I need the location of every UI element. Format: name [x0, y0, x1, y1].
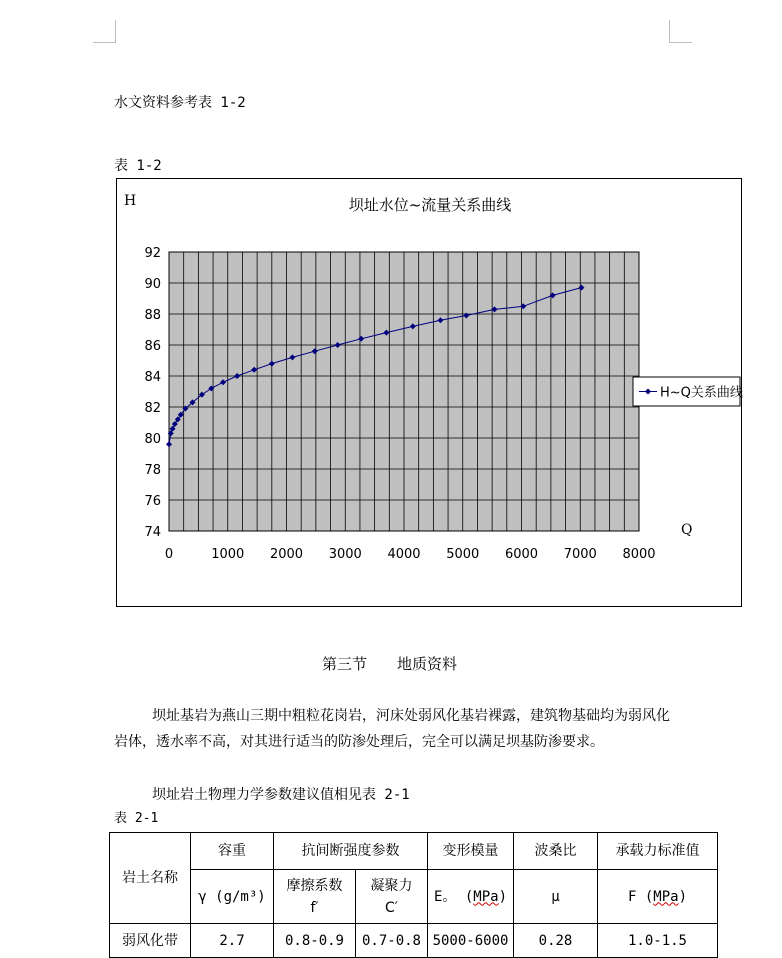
modulus-unit: MPa [473, 888, 499, 905]
table-header-row-2 [110, 870, 718, 924]
cohesion-symbol: C′ [385, 899, 398, 916]
bearing-symbol-cell [598, 870, 718, 924]
header-modulus: 变形模量 [428, 833, 514, 870]
x-axis-label: Q [681, 522, 693, 538]
friction-header [274, 870, 356, 924]
cohesion-header [356, 870, 428, 924]
cell-bearing: 1.0-1.5 [598, 924, 718, 958]
page-heading: 水文资料参考表 1-2 [114, 95, 246, 111]
y-tick-label: 92 [144, 246, 161, 261]
hq-chart [117, 179, 743, 608]
cohesion-label: 凝聚力 [370, 877, 413, 894]
cell-friction: 0.8-0.9 [274, 924, 356, 958]
x-tick-label: 8000 [622, 547, 656, 562]
page-corner-mark-top-right [669, 20, 692, 43]
header-unit-weight: 容重 [191, 833, 274, 870]
cell-rock-name: 弱风化带 [110, 924, 191, 958]
body-paragraph-2 [114, 782, 674, 808]
table-label-2-1: 表 2-1 [114, 811, 159, 826]
bearing-close: ) [678, 888, 688, 905]
chart-title: 坝址水位~流量关系曲线 [348, 196, 512, 214]
body-paragraph-1-text: 坝址基岩为燕山三期中粗粒花岗岩，河床处弱风化基岩裸露，建筑物基础均为弱风化岩体，透水率不高，对其进行适当的防渗处理后，完全可以满足坝基防渗要求。 [114, 708, 670, 750]
y-axis-label: H [124, 193, 137, 209]
header-bearing: 承载力标准值 [598, 833, 718, 870]
bearing-unit: MPa [653, 888, 679, 905]
section-title: 第三节 地质资料 [322, 655, 458, 673]
x-tick-label: 0 [164, 547, 174, 562]
x-tick-label: 2000 [269, 547, 304, 562]
body-paragraph-1 [114, 703, 674, 755]
x-tick-label: 4000 [387, 547, 421, 562]
cell-modulus: 5000-6000 [428, 924, 514, 958]
y-tick-label: 80 [144, 432, 161, 447]
header-poisson: 波桑比 [514, 833, 598, 870]
y-tick-label: 76 [144, 494, 161, 509]
friction-symbol: f′ [310, 899, 319, 916]
x-tick-label: 3000 [328, 547, 362, 562]
y-tick-label: 82 [144, 401, 161, 416]
modulus-symbol-cell [428, 870, 514, 924]
cell-poisson: 0.28 [514, 924, 598, 958]
x-tick-label: 7000 [563, 547, 597, 562]
x-tick-label: 5000 [446, 547, 480, 562]
legend-label: H~Q关系曲线 [660, 385, 743, 401]
rock-parameter-table [109, 832, 718, 958]
x-tick-label: 1000 [211, 547, 245, 562]
y-tick-label: 78 [144, 463, 161, 478]
y-tick-label: 84 [144, 370, 161, 385]
poisson-symbol: μ [514, 870, 598, 924]
chart-frame [116, 178, 742, 607]
cell-unit-weight: 2.7 [191, 924, 274, 958]
bearing-symbol: F ( [627, 888, 654, 905]
friction-label: 摩擦系数 [286, 877, 343, 894]
table-header-row-1 [110, 833, 718, 870]
header-shear-strength: 抗间断强度参数 [274, 833, 428, 870]
unit-weight-symbol: γ (g/m³) [191, 870, 274, 924]
body-paragraph-2-text: 坝址岩土物理力学参数建议值相见表 2-1 [152, 787, 410, 803]
cell-cohesion: 0.7-0.8 [356, 924, 428, 958]
y-tick-label: 86 [144, 339, 161, 354]
y-tick-label: 90 [144, 277, 161, 292]
table-row [110, 924, 718, 958]
y-tick-label: 88 [144, 308, 161, 323]
x-tick-label: 6000 [504, 547, 539, 562]
header-rock-name: 岩土名称 [110, 833, 191, 924]
modulus-symbol: E。 ( [433, 888, 474, 905]
page-corner-mark-top-left [93, 20, 116, 43]
y-tick-label: 74 [144, 525, 161, 540]
table-label-1-2: 表 1-2 [114, 158, 162, 174]
modulus-close: ) [498, 888, 508, 905]
